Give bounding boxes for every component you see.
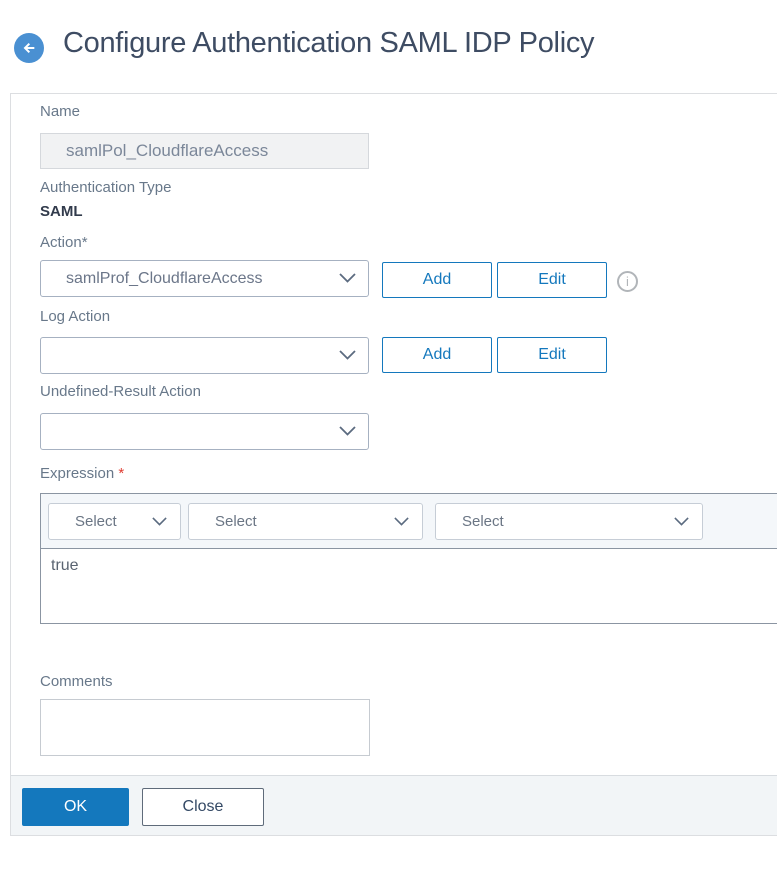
action-dropdown-value: samlProf_CloudflareAccess xyxy=(66,269,263,287)
required-asterisk: * xyxy=(118,465,125,482)
ok-button[interactable]: OK xyxy=(22,788,129,826)
chevron-down-icon xyxy=(339,270,356,288)
expression-editor xyxy=(40,493,777,624)
name-label: Name xyxy=(40,103,81,120)
comments-label: Comments xyxy=(40,673,113,690)
log-action-label: Log Action xyxy=(40,308,111,325)
chevron-down-icon xyxy=(394,513,409,530)
form-panel xyxy=(10,93,777,836)
comments-field[interactable] xyxy=(40,699,370,756)
chevron-down-icon xyxy=(674,513,689,530)
authentication-type-value: SAML xyxy=(40,203,83,220)
expression-text-area[interactable]: true xyxy=(51,557,79,574)
back-button[interactable] xyxy=(14,33,44,63)
expression-select-3[interactable]: Select xyxy=(435,503,703,540)
expression-toolbar xyxy=(41,494,777,549)
action-edit-button[interactable]: Edit xyxy=(497,262,607,298)
form-footer xyxy=(11,775,777,835)
expression-label: Expression * xyxy=(40,465,125,482)
expression-select-1[interactable]: Select xyxy=(48,503,181,540)
close-button[interactable]: Close xyxy=(142,788,264,826)
action-dropdown[interactable] xyxy=(40,260,369,297)
chevron-down-icon xyxy=(339,347,356,365)
chevron-down-icon xyxy=(152,513,167,530)
action-add-button[interactable]: Add xyxy=(382,262,492,298)
info-icon[interactable]: i xyxy=(617,271,638,292)
undefined-result-action-label: Undefined-Result Action xyxy=(40,383,201,400)
action-label: Action* xyxy=(40,234,88,251)
log-action-edit-button[interactable]: Edit xyxy=(497,337,607,373)
log-action-dropdown[interactable] xyxy=(40,337,369,374)
page-title: Configure Authentication SAML IDP Policy xyxy=(63,27,595,59)
undefined-result-action-dropdown[interactable] xyxy=(40,413,369,450)
name-field-value: samlPol_CloudflareAccess xyxy=(66,141,269,160)
name-field xyxy=(40,133,369,169)
arrow-left-icon xyxy=(21,40,37,56)
authentication-type-label: Authentication Type xyxy=(40,179,172,196)
chevron-down-icon xyxy=(339,423,356,441)
log-action-add-button[interactable]: Add xyxy=(382,337,492,373)
expression-select-2[interactable]: Select xyxy=(188,503,423,540)
